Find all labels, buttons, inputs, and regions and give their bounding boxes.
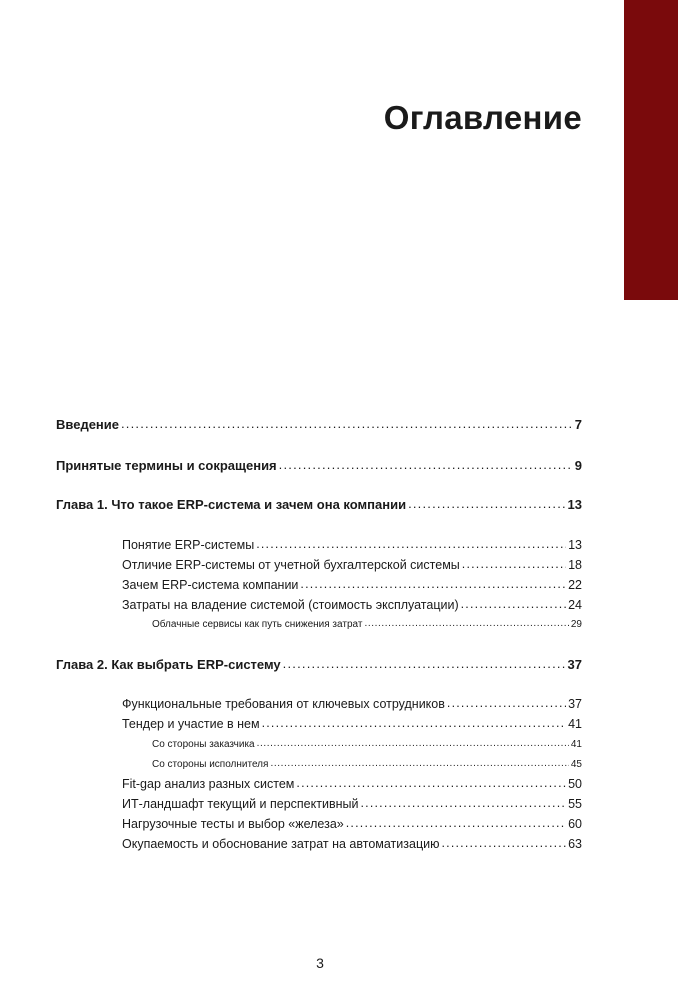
dot-leader	[256, 537, 566, 551]
dot-leader	[346, 816, 566, 830]
toc-entry-label: ИТ-ландшафт текущий и перспективный	[122, 797, 359, 811]
toc-entry-page: 37	[568, 697, 582, 711]
toc-entry-tender[interactable]	[122, 717, 582, 731]
dot-leader	[279, 457, 573, 472]
toc-entry-page: 41	[568, 717, 582, 731]
toc-entry-page: 7	[574, 417, 582, 432]
toc-entry-label: Fit-gap анализ разных систем	[122, 777, 295, 791]
toc-entry-fit-gap[interactable]	[122, 777, 582, 791]
toc-entry-label: Глава 1. Что такое ERP-система и зачем она компании	[56, 497, 407, 512]
toc-entry-label: Затраты на владение системой (стоимость эксплуатации)	[122, 598, 459, 612]
toc-entry-payback[interactable]	[122, 837, 582, 851]
dot-leader	[121, 416, 573, 431]
dot-leader	[270, 758, 568, 769]
toc-entry-label: Тендер и участие в нем	[122, 717, 260, 731]
toc-entry-erp-vs-accounting[interactable]	[122, 558, 582, 572]
dot-leader	[462, 557, 566, 571]
toc-entry-introduction[interactable]	[56, 417, 582, 432]
toc-entry-label: Облачные сервисы как путь снижения затрат	[152, 619, 363, 630]
toc-entry-page: 45	[570, 759, 582, 770]
toc-entry-page: 9	[574, 458, 582, 473]
toc-entry-page: 22	[568, 578, 582, 592]
toc-entry-page: 50	[568, 777, 582, 791]
toc-entry-page: 29	[570, 619, 582, 630]
toc-entry-label: Глава 2. Как выбрать ERP-систему	[56, 657, 281, 672]
toc-entry-ownership-costs[interactable]	[122, 598, 582, 612]
toc-entry-label: Зачем ERP-система компании	[122, 578, 299, 592]
toc-entry-page: 13	[568, 538, 582, 552]
toc-entry-load-tests[interactable]	[122, 817, 582, 831]
toc-entry-label: Понятие ERP-системы	[122, 538, 255, 552]
toc-entry-chapter-1[interactable]	[56, 497, 582, 512]
dot-leader	[360, 796, 566, 810]
toc-entry-label: Функциональные требования от ключевых сотрудников	[122, 697, 445, 711]
toc-entry-label: Принятые термины и сокращения	[56, 458, 277, 473]
dot-leader	[296, 776, 566, 790]
dot-leader	[441, 836, 566, 850]
toc-entry-label: Введение	[56, 417, 119, 432]
dot-leader	[408, 496, 565, 511]
toc-entry-label: Нагрузочные тесты и выбор «железа»	[122, 817, 344, 831]
toc-entry-label: Окупаемость и обоснование затрат на автоматизацию	[122, 837, 440, 851]
toc-entry-terms[interactable]	[56, 458, 582, 473]
dot-leader	[283, 656, 566, 671]
toc-entry-it-landscape[interactable]	[122, 797, 582, 811]
toc-entry-why-erp[interactable]	[122, 578, 582, 592]
dot-leader	[461, 597, 566, 611]
toc-entry-functional-requirements[interactable]	[122, 697, 582, 711]
page-number: 3	[316, 955, 324, 971]
toc-entry-chapter-2[interactable]	[56, 657, 582, 672]
dot-leader	[257, 738, 569, 749]
dot-leader	[262, 716, 567, 730]
toc-entry-contractor-side[interactable]	[152, 759, 582, 770]
toc-entry-page: 24	[568, 598, 582, 612]
page-title: Оглавление	[383, 99, 582, 136]
toc-entry-label: Со стороны исполнителя	[152, 759, 269, 770]
toc-entry-cloud-services[interactable]	[152, 619, 582, 630]
dot-leader	[300, 577, 566, 591]
toc-entry-label: Со стороны заказчика	[152, 739, 255, 750]
toc-entry-page: 18	[568, 558, 582, 572]
toc-entry-page: 60	[568, 817, 582, 831]
toc-entry-page: 63	[568, 837, 582, 851]
dot-leader	[364, 618, 568, 629]
dot-leader	[447, 696, 566, 710]
toc-entry-label: Отличие ERP-системы от учетной бухгалтерской системы	[122, 558, 460, 572]
toc-entry-erp-concept[interactable]	[122, 538, 582, 552]
toc-entry-page: 55	[568, 797, 582, 811]
toc-entry-page: 37	[567, 657, 582, 672]
toc-entry-page: 13	[567, 497, 582, 512]
toc-entry-customer-side[interactable]	[152, 739, 582, 750]
toc-entry-page: 41	[570, 739, 582, 750]
